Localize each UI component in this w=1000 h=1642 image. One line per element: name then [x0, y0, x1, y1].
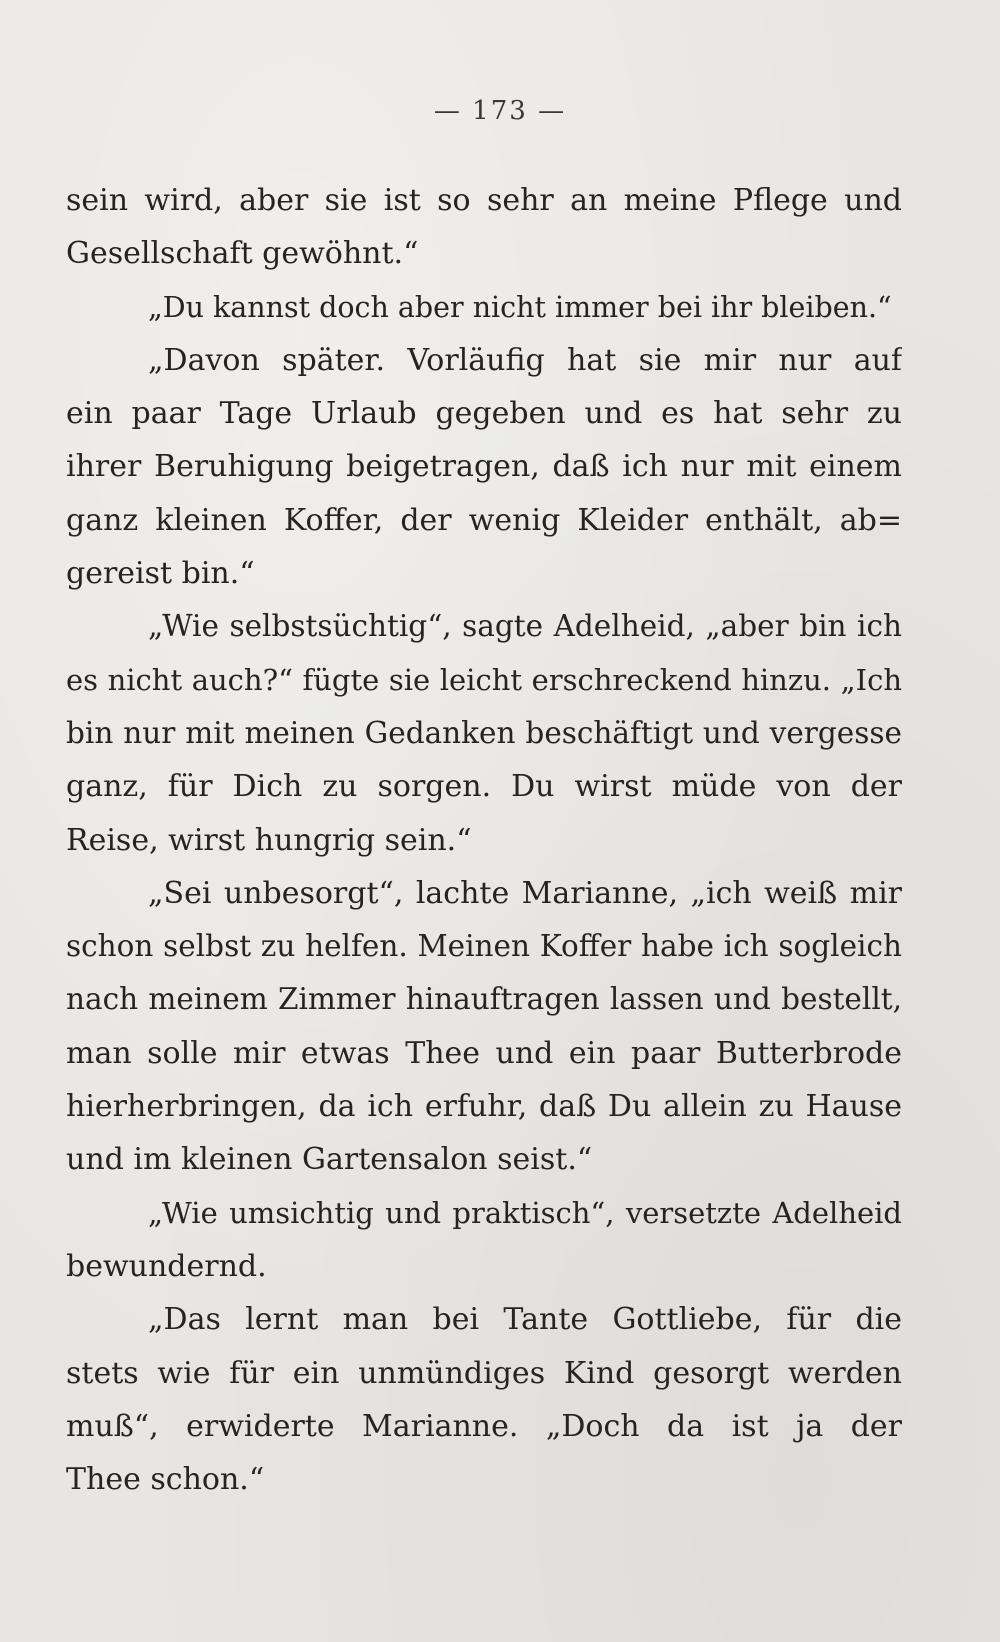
- text-line: Reise, wirst hungrig sein.“: [66, 822, 472, 858]
- text-line: bin nur mit meinen Gedanken beschäftigt und vergesse: [66, 715, 902, 750]
- body-text: [66, 174, 902, 1506]
- text-line: ihrer Beruhigung beigetragen, daß ich nur mit einem: [66, 449, 902, 485]
- text-line: „Davon später. Vorläufig hat sie mir nur auf: [148, 342, 902, 378]
- text-line: ganz, für Dich zu sorgen. Du wirst müde von der: [66, 769, 902, 805]
- text-line: „Du kannst doch aber nicht immer bei ihr bleiben.“: [148, 290, 892, 324]
- text-line: stets wie für ein unmündiges Kind gesorgt werden: [66, 1355, 902, 1391]
- text-line: „Wie selbstsüchtig“, sagte Adelheid, „aber bin ich: [148, 609, 902, 644]
- text-line: ganz kleinen Koffer, der wenig Kleider enthält, ab=: [66, 502, 902, 538]
- text-line: muß“, erwiderte Marianne. „Doch da ist ja der: [66, 1408, 902, 1444]
- text-line: sein wird, aber sie ist so sehr an meine Pflege und: [66, 183, 902, 218]
- page-number: — 173 —: [433, 96, 567, 126]
- text-line: und im kleinen Gartensalon seist.“: [66, 1142, 593, 1178]
- text-line: „Wie umsichtig und praktisch“, versetzte Adelheid: [148, 1195, 902, 1230]
- text-line: es nicht auch?“ fügte sie leicht erschreckend hinzu. „Ich: [66, 662, 902, 697]
- text-line: „Das lernt man bei Tante Gottliebe, für die: [148, 1302, 902, 1338]
- text-line: hierherbringen, da ich erfuhr, daß Du allein zu Hause: [66, 1089, 902, 1125]
- text-line: Gesellschaft gewöhnt.“: [66, 236, 419, 272]
- text-line: „Sei unbesorgt“, lachte Marianne, „ich weiß mir: [148, 875, 902, 911]
- text-line: ein paar Tage Urlaub gegeben und es hat sehr zu: [66, 396, 902, 432]
- text-line: man solle mir etwas Thee und ein paar Butterbrode: [66, 1035, 902, 1071]
- text-line: Thee schon.“: [66, 1462, 265, 1498]
- text-line: gereist bin.“: [66, 556, 255, 592]
- text-line: schon selbst zu helfen. Meinen Koffer habe ich sogleich: [66, 929, 902, 964]
- text-line: bewundernd.: [66, 1248, 267, 1284]
- text-line: nach meinem Zimmer hinauftragen lassen und bestellt,: [66, 982, 902, 1017]
